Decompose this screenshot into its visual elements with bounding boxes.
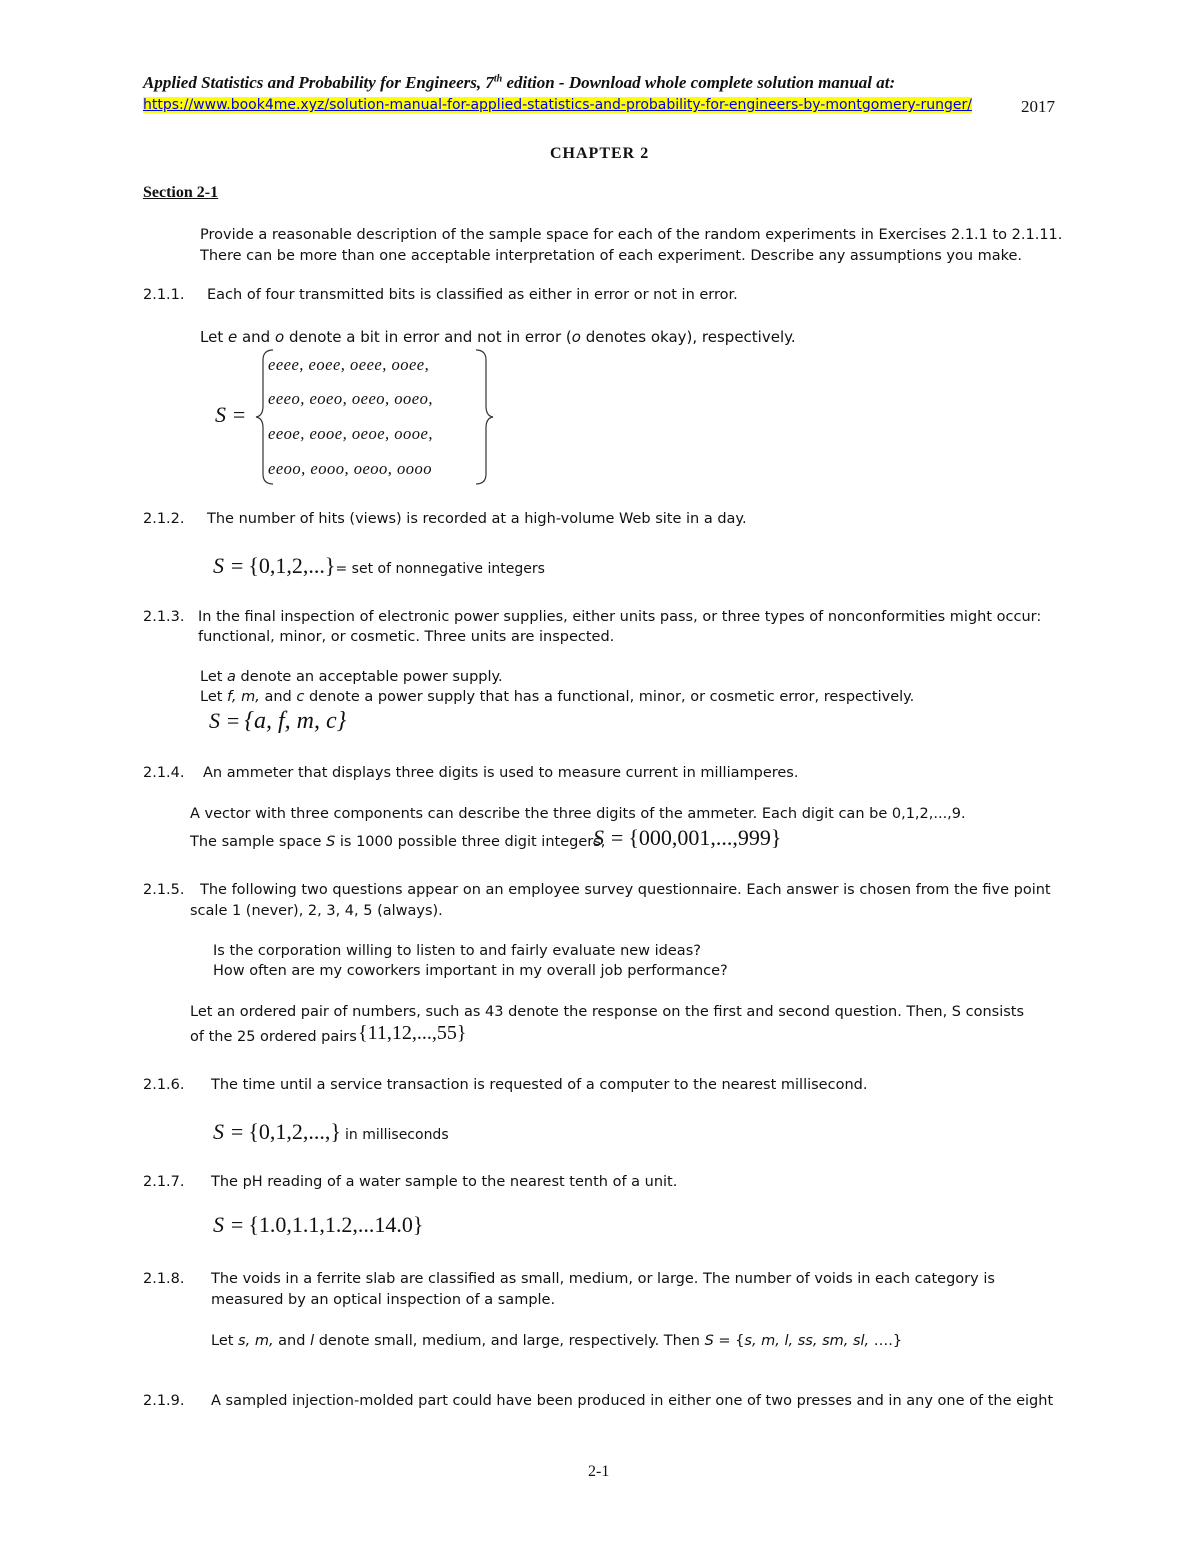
header-year: 2017 — [1021, 97, 1055, 116]
exercise-number: 2.1.6. — [143, 1077, 185, 1093]
survey-question: How often are my coworkers important in my overall job performance? — [213, 963, 728, 979]
sample-space-row: eeoe, eooe, oeoe, oooe, — [268, 424, 433, 443]
exercise-number: 2.1.3. — [143, 609, 185, 625]
page-number: 2-1 — [588, 1463, 610, 1480]
exercise-number: 2.1.8. — [143, 1271, 185, 1287]
let-statement: Let f, m, and c denote a power supply that has a functional, minor, or cosmetic error, respectively. — [200, 689, 915, 705]
let-statement: Let a denote an acceptable power supply. — [200, 669, 503, 685]
exercise-number: 2.1.2. — [143, 511, 185, 527]
sample-space-equation: S = {1.0,1.1,1.2,...14.0} — [213, 1212, 424, 1237]
exercise-number: 2.1.4. — [143, 765, 185, 781]
exercise-number: 2.1.9. — [143, 1393, 185, 1409]
exercise-text: The voids in a ferrite slab are classified as small, medium, or large. The number of voids in each category is — [211, 1271, 995, 1287]
chapter-title: CHAPTER 2 — [550, 145, 650, 162]
exercise-text: measured by an optical inspection of a sample. — [211, 1292, 556, 1308]
let-statement: Let e and o denote a bit in error and not in error (o denotes okay), respectively. — [200, 328, 796, 346]
exercise-text: In the final inspection of electronic power supplies, either units pass, or three types of nonconformities might occur: — [198, 609, 1042, 625]
sample-space-equation: S = {0,1,2,...,} in milliseconds — [213, 1119, 449, 1144]
sample-space-row: eeeo, eoeo, oeeo, ooeo, — [268, 389, 433, 408]
exercise-text: The time until a service transaction is requested of a computer to the nearest millisecond. — [211, 1077, 868, 1093]
right-brace — [470, 348, 500, 486]
intro-line-2: There can be more than one acceptable interpretation of each experiment. Describe any assumptions you make. — [200, 248, 1023, 264]
exercise-text: An ammeter that displays three digits is used to measure current in milliamperes. — [203, 765, 799, 781]
let-statement: Let s, m, and l denote small, medium, and large, respectively. Then S = {s, m, l, ss, sm, sl, ….} — [211, 1333, 903, 1349]
exercise-text: A sampled injection-molded part could have been produced in either one of two presses and in any one of the eight — [211, 1393, 1054, 1409]
exercise-text: The number of hits (views) is recorded at a high-volume Web site in a day. — [207, 511, 747, 527]
survey-question: Is the corporation willing to listen to and fairly evaluate new ideas? — [213, 943, 701, 959]
sample-space-label: S = — [215, 402, 247, 427]
sample-space-equation: S = {000,001,...,999} — [593, 825, 782, 850]
sample-space-equation: S = {a, f, m, c} — [209, 708, 347, 734]
document-header-title: Applied Statistics and Probability for Engineers, 7th edition - Download whole complete solution manual at: — [143, 73, 896, 92]
exercise-number: 2.1.5. — [143, 882, 185, 898]
explanation-line: The sample space S is 1000 possible three digit integers, — [190, 834, 606, 850]
explanation-line: Let an ordered pair of numbers, such as 43 denote the response on the first and second question. Then, S consists — [190, 1004, 1025, 1020]
sample-space-row: eeee, eoee, oeee, ooee, — [268, 355, 430, 374]
exercise-text: The pH reading of a water sample to the nearest tenth of a unit. — [211, 1174, 678, 1190]
intro-line-1: Provide a reasonable description of the sample space for each of the random experiments in Exercises 2.1.1 to 2.1.11. — [200, 227, 1063, 243]
sample-space-equation: S = {0,1,2,...}= set of nonnegative integers — [213, 553, 545, 578]
explanation-line: A vector with three components can describe the three digits of the ammeter. Each digit can be 0,1,2,...,9. — [190, 806, 966, 822]
exercise-text: scale 1 (never), 2, 3, 4, 5 (always). — [190, 903, 443, 919]
explanation-line: of the 25 ordered pairs — [190, 1029, 357, 1045]
exercise-text: functional, minor, or cosmetic. Three units are inspected. — [198, 629, 615, 645]
ordered-pairs-set: {11,12,...,55} — [358, 1022, 467, 1044]
exercise-text: The following two questions appear on an employee survey questionnaire. Each answer is chosen from the five point — [200, 882, 1051, 898]
sample-space-row: eeoo, eooo, oeoo, oooo — [268, 459, 433, 478]
solution-manual-link[interactable]: https://www.book4me.xyz/solution-manual-for-applied-statistics-and-probability-for-engineers-by-montgomery-runger/ — [143, 97, 972, 113]
exercise-number: 2.1.7. — [143, 1174, 185, 1190]
section-heading: Section 2-1 — [143, 184, 219, 201]
exercise-number: 2.1.1. — [143, 287, 185, 303]
exercise-text: Each of four transmitted bits is classified as either in error or not in error. — [207, 287, 738, 303]
